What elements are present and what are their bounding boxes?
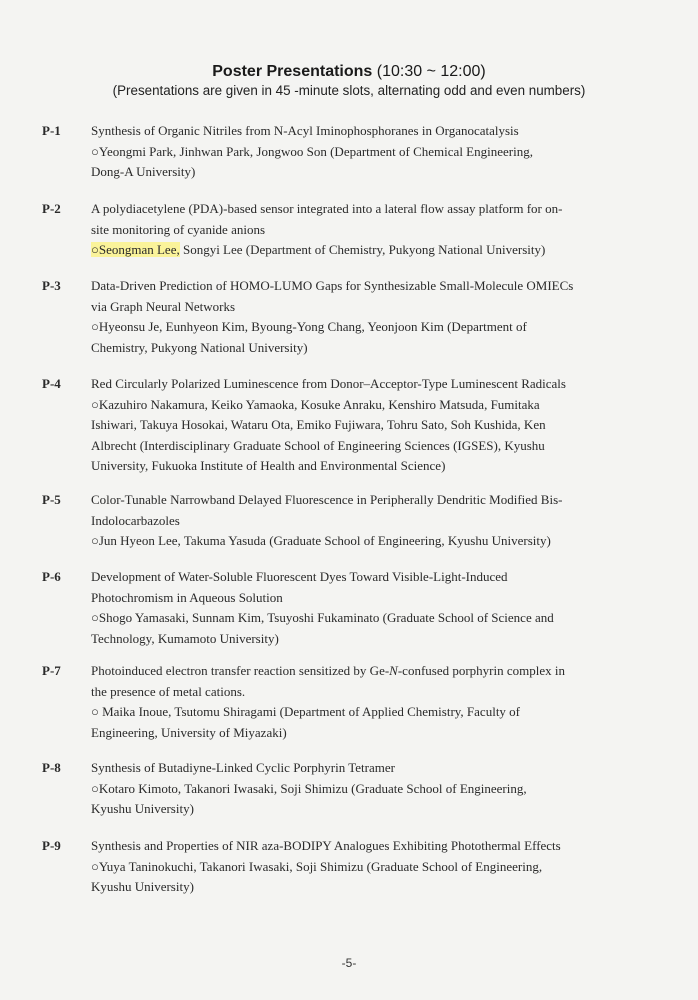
poster-body [91, 758, 619, 820]
poster-author-line: Technology, Kumamoto University) [91, 630, 279, 646]
poster-author-line: Kyushu University) [91, 801, 194, 816]
poster-author-line: Engineering, University of Miyazaki) [91, 724, 287, 740]
poster-body [91, 661, 619, 743]
poster-title-line: Color-Tunable Narrowband Delayed Fluorescence in Peripherally Dendritic Modified Bis- [91, 492, 563, 507]
poster-id: P-9 [42, 838, 61, 853]
poster-title-line: Photoinduced electron transfer reaction sensitized by Ge-N-confused porphyrin complex in [91, 663, 565, 678]
poster-title-line: Photochromism in Aqueous Solution [91, 589, 283, 605]
poster-author-line: Albrecht (Interdisciplinary Graduate School of Engineering Sciences (IGSES), Kyushu [91, 437, 545, 453]
poster-title-line: via Graph Neural Networks [91, 298, 236, 314]
poster-author-line: ○Kotaro Kimoto, Takanori Iwasaki, Soji Shimizu (Graduate School of Engineering, [91, 780, 527, 796]
poster-id: P-5 [42, 492, 61, 507]
poster-title-line: the presence of metal cations. [91, 683, 246, 699]
poster-title-line: Synthesis of Butadiyne-Linked Cyclic Porphyrin Tetramer [91, 760, 395, 775]
poster-author-line: Ishiwari, Takuya Hosokai, Wataru Ota, Emiko Fujiwara, Tohru Sato, Soh Kushida, Ken [91, 417, 546, 432]
poster-body [91, 199, 619, 261]
poster-title-line: Synthesis and Properties of NIR aza-BODIPY Analogues Exhibiting Photothermal Effects [91, 838, 561, 853]
poster-author-line: ○Kazuhiro Nakamura, Keiko Yamaoka, Kosuke Anraku, Kenshiro Matsuda, Fumitaka [91, 396, 540, 412]
poster-title-line: Development of Water-Soluble Fluorescent Dyes Toward Visible-Light-Induced [91, 569, 508, 584]
poster-author-line: ○Shogo Yamasaki, Sunnam Kim, Tsuyoshi Fukaminato (Graduate School of Science and [91, 610, 554, 625]
poster-id: P-1 [42, 123, 61, 138]
poster-body [91, 567, 619, 649]
page-subtitle: (Presentations are given in 45 -minute slots, alternating odd and even numbers) [112, 83, 586, 98]
poster-title-line: site monitoring of cyanide anions [91, 221, 266, 237]
poster-body [91, 121, 619, 183]
italic-n: N [389, 663, 398, 678]
poster-title-line: A polydiacetylene (PDA)-based sensor integrated into a lateral flow assay platform for on- [91, 201, 563, 216]
poster-id: P-7 [42, 663, 61, 678]
poster-author-line: ○Yuya Taninokuchi, Takanori Iwasaki, Soji Shimizu (Graduate School of Engineering, [91, 858, 543, 874]
poster-body [91, 836, 619, 898]
poster-body [91, 490, 619, 552]
poster-author-line: Dong-A University) [91, 164, 196, 179]
poster-id: P-6 [42, 569, 61, 584]
poster-author-line: Kyushu University) [91, 879, 194, 894]
poster-id: P-2 [42, 201, 61, 216]
poster-body [91, 374, 619, 477]
poster-author-line: University, Fukuoka Institute of Health and Environmental Science) [91, 458, 446, 473]
poster-author-line: ○ Maika Inoue, Tsutomu Shiragami (Department of Applied Chemistry, Faculty of [91, 704, 521, 719]
poster-author-line: Chemistry, Pukyong National University) [91, 339, 308, 355]
poster-title-line: Red Circularly Polarized Luminescence from Donor–Acceptor-Type Luminescent Radicals [91, 376, 566, 391]
poster-author-line: ○Yeongmi Park, Jinhwan Park, Jongwoo Son (Department of Chemical Engineering, [91, 143, 533, 159]
page-title [0, 62, 698, 82]
poster-title-line: Data-Driven Prediction of HOMO-LUMO Gaps for Synthesizable Small-Molecule OMIECs [91, 278, 574, 293]
title-time: (10:30 ~ 12:00) [376, 63, 486, 80]
highlighted-presenter: ○Seongman Lee, [91, 242, 180, 257]
poster-author-line: ○Hyeonsu Je, Eunhyeon Kim, Byoung-Yong Chang, Yeonjoon Kim (Department of [91, 319, 527, 334]
page-number: -5- [341, 956, 357, 970]
poster-id: P-8 [42, 760, 61, 775]
page-header [0, 62, 698, 100]
poster-title-line: Indolocarbazoles [91, 512, 180, 528]
poster-author-rest: Songyi Lee (Department of Chemistry, Pukyong National University) [179, 242, 546, 257]
poster-author-line [91, 240, 619, 261]
poster-id: P-3 [42, 278, 61, 293]
poster-body [91, 276, 619, 358]
poster-author-line: ○Jun Hyeon Lee, Takuma Yasuda (Graduate School of Engineering, Kyushu University) [91, 533, 551, 548]
title-text: Poster Presentations [212, 63, 373, 80]
poster-title-line: Synthesis of Organic Nitriles from N-Acyl Iminophosphoranes in Organocatalysis [91, 123, 519, 138]
poster-id: P-4 [42, 376, 61, 391]
